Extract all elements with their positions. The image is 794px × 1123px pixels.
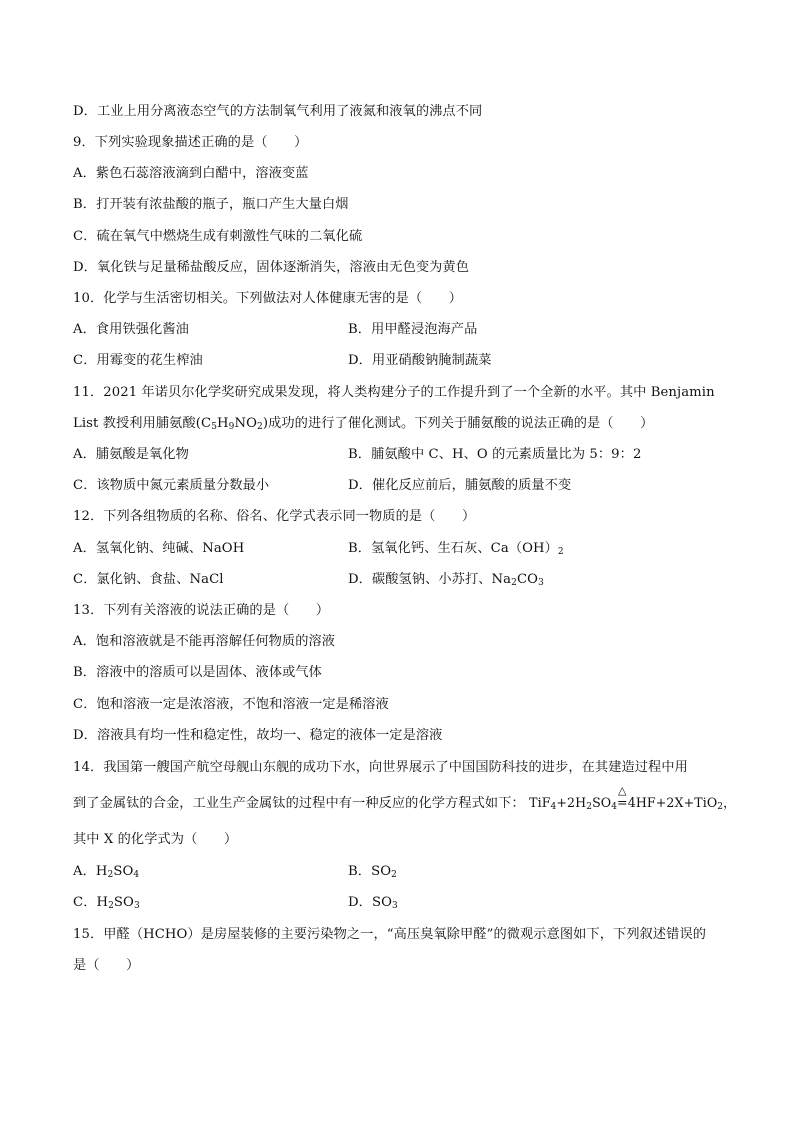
option-12b: B．氢氧化钙、生石灰、$Ca(OH)_2$ bbox=[348, 541, 564, 557]
heat-symbol: △ bbox=[618, 784, 627, 797]
option-10b: B．用甲醛浸泡海产品 bbox=[348, 322, 478, 337]
question-13: 13．下列有关溶液的说法正确的是（ ） bbox=[73, 603, 330, 618]
option-13a: A．饱和溶液就是不能再溶解任何物质的溶液 bbox=[73, 634, 336, 649]
question-10: 10．化学与生活密切相关。下列做法对人体健康无害的是（ ） bbox=[73, 291, 463, 306]
option-9a: A．紫色石蕊溶液滴到白醋中，溶液变蓝 bbox=[73, 166, 309, 181]
option-13d: D．溶液具有均一性和稳定性，故均一、稳定的液体一定是溶液 bbox=[73, 728, 443, 743]
option-12c: C．氯化钠、食盐、NaCl bbox=[73, 572, 224, 587]
question-14-line2: 到了金属钛的合金，工业生产金属钛的过程中有一种反应的化学方程式如下： $TiF_4+2H_2SO_4$ △ =4HF+2X+TiO$_2$， bbox=[73, 784, 736, 812]
question-11-line2: List 教授利用脯氨酸$(C_5H_9NO_2)$成功的进行了催化测试。下列关于脯氨酸的说法正确的是（ ） bbox=[73, 416, 654, 432]
option-9c: C．硫在氧气中燃烧生成有刺激性气味的二氧化硫 bbox=[73, 229, 363, 244]
question-15-line2: 是（ ） bbox=[73, 958, 140, 973]
option-13c: C．饱和溶液一定是浓溶液，不饱和溶液一定是稀溶液 bbox=[73, 697, 389, 712]
question-15-line1: 15．甲醛（HCHO）是房屋装修的主要污染物之一，“高压臭氧除甲醛”的微观示意图如下，下列叙述错误的 bbox=[73, 927, 707, 942]
option-10c: C．用霉变的花生榨油 bbox=[73, 353, 203, 368]
question-14-line3: 其中 X 的化学式为（ ） bbox=[73, 832, 238, 847]
option-14b: B．$SO_2$ bbox=[348, 864, 397, 880]
chemical-equation: $TiF_4+2H_2SO_4$ △ =4HF+2X+TiO$_2$， bbox=[529, 784, 736, 812]
option-12d: D．碳酸氢钠、小苏打、$Na_2CO_3$ bbox=[348, 572, 544, 588]
option-14a: A．$H_2SO_4$ bbox=[73, 864, 140, 880]
option-13b: B．溶液中的溶质可以是固体、液体或气体 bbox=[73, 665, 322, 680]
option-11d: D．催化反应前后，脯氨酸的质量不变 bbox=[348, 478, 572, 493]
question-11-line1: 11．2021 年诺贝尔化学奖研究成果发现，将人类构建分子的工作提升到了一个全新的水平。其中 Benjamin bbox=[73, 385, 715, 400]
option-10a: A．食用铁强化酱油 bbox=[73, 322, 189, 337]
question-14-line1: 14．我国第一艘国产航空母舰山东舰的成功下水，向世界展示了中国国防科技的进步，在其建造过程中用 bbox=[73, 760, 688, 775]
option-11c: C．该物质中氮元素质量分数最小 bbox=[73, 478, 270, 493]
option-11a: A．脯氨酸是氧化物 bbox=[73, 447, 189, 462]
option-14c: C．$H_2SO_3$ bbox=[73, 895, 140, 911]
option-11b: B．脯氨酸中 C、H、O 的元素质量比为 5：9：2 bbox=[348, 447, 642, 462]
option-10d: D．用亚硝酸钠腌制蔬菜 bbox=[348, 353, 492, 368]
options-10-row1 bbox=[73, 321, 189, 339]
option-12a: A．氢氧化钠、纯碱、NaOH bbox=[73, 541, 245, 556]
option-8d: D．工业上用分离液态空气的方法制氧气利用了液氮和液氧的沸点不同 bbox=[73, 104, 483, 119]
option-14d: D．$SO_3$ bbox=[348, 895, 398, 911]
question-9: 9．下列实验现象描述正确的是（ ） bbox=[73, 135, 308, 150]
option-9d: D．氧化铁与足量稀盐酸反应，固体逐渐消失，溶液由无色变为黄色 bbox=[73, 260, 470, 275]
question-12: 12．下列各组物质的名称、俗名、化学式表示同一物质的是（ ） bbox=[73, 509, 476, 524]
option-9b: B．打开装有浓盐酸的瓶子，瓶口产生大量白烟 bbox=[73, 197, 349, 212]
